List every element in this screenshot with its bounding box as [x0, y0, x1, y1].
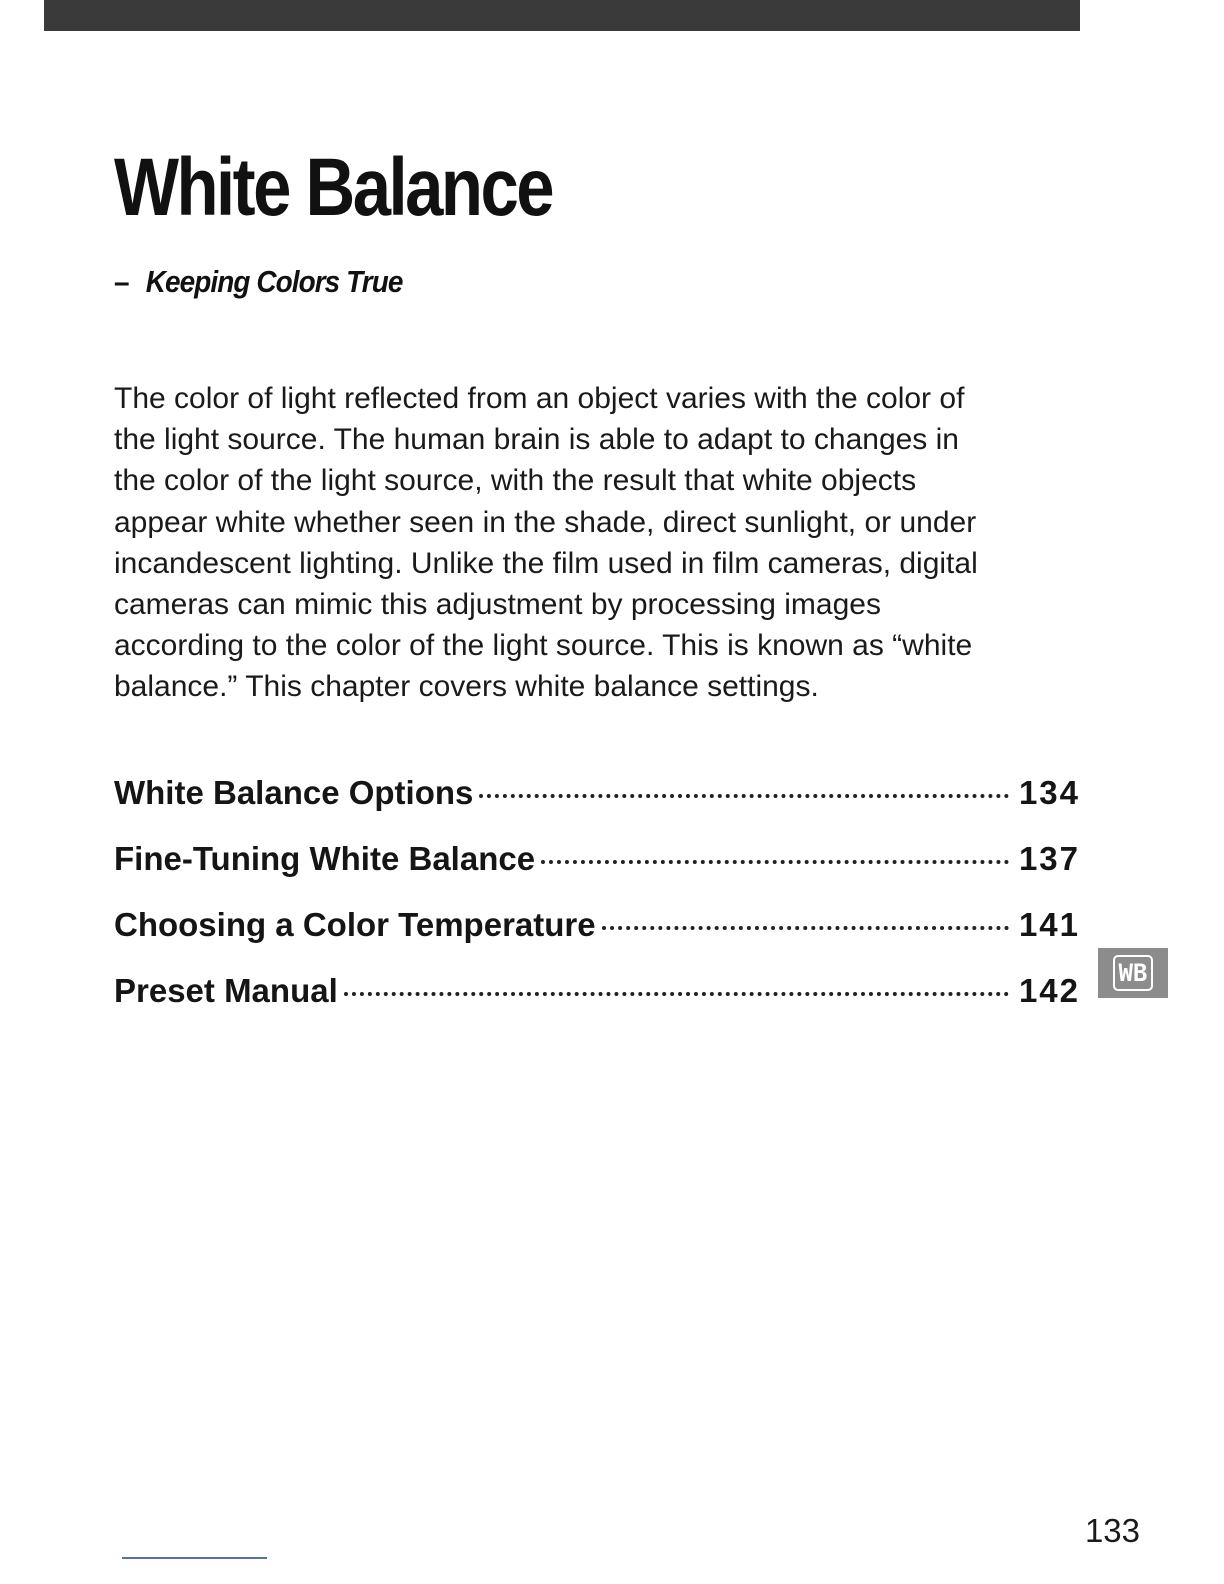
intro-line: the light source. The human brain is able to adapt to changes in [114, 423, 959, 457]
intro-paragraph [114, 378, 1094, 708]
toc-entry-preset-manual[interactable] [114, 972, 1080, 1038]
wb-icon: WB [1113, 955, 1154, 991]
toc-entry-label: White Balance Options [114, 774, 474, 811]
subtitle-dash: – [114, 264, 130, 299]
table-of-contents [114, 774, 1080, 1038]
toc-leader-dots [602, 926, 1009, 930]
toc-entry-label: Fine-Tuning White Balance [114, 840, 536, 877]
toc-leader-dots [479, 794, 1009, 798]
toc-entry-label: Choosing a Color Temperature [114, 906, 596, 943]
toc-entry-fine-tuning-white-balance[interactable] [114, 840, 1080, 906]
subtitle-text: Keeping Colors True [145, 264, 403, 299]
header-bar [44, 0, 1080, 31]
page-title: White Balance [114, 142, 553, 233]
toc-leader-dots [344, 992, 1009, 996]
intro-line: appear white whether seen in the shade, direct sunlight, or under [114, 505, 977, 539]
intro-line: cameras can mimic this adjustment by processing images [114, 588, 881, 622]
bottom-rule [122, 1557, 267, 1559]
wb-chapter-tab [1098, 948, 1168, 998]
toc-entry-page: 134 [1018, 774, 1080, 811]
toc-entry-label: Preset Manual [114, 972, 338, 1009]
toc-entry-page: 141 [1018, 906, 1080, 943]
toc-entry-page: 137 [1018, 840, 1080, 877]
toc-entry-white-balance-options[interactable] [114, 774, 1080, 840]
intro-line: the color of the light source, with the result that white objects [114, 464, 917, 498]
intro-line: according to the color of the light source. This is known as “white [114, 629, 973, 663]
toc-entry-page: 142 [1018, 972, 1080, 1009]
intro-line: The color of light reflected from an object varies with the color of [114, 382, 965, 415]
page-number: 133 [1084, 1512, 1140, 1549]
page-subtitle [114, 262, 403, 302]
toc-entry-choosing-a-color-temperature[interactable] [114, 906, 1080, 972]
toc-leader-dots [541, 860, 1009, 864]
intro-line: incandescent lighting. Unlike the film used in film cameras, digital [114, 546, 978, 580]
intro-line: balance.” This chapter covers white balance settings. [114, 670, 819, 704]
